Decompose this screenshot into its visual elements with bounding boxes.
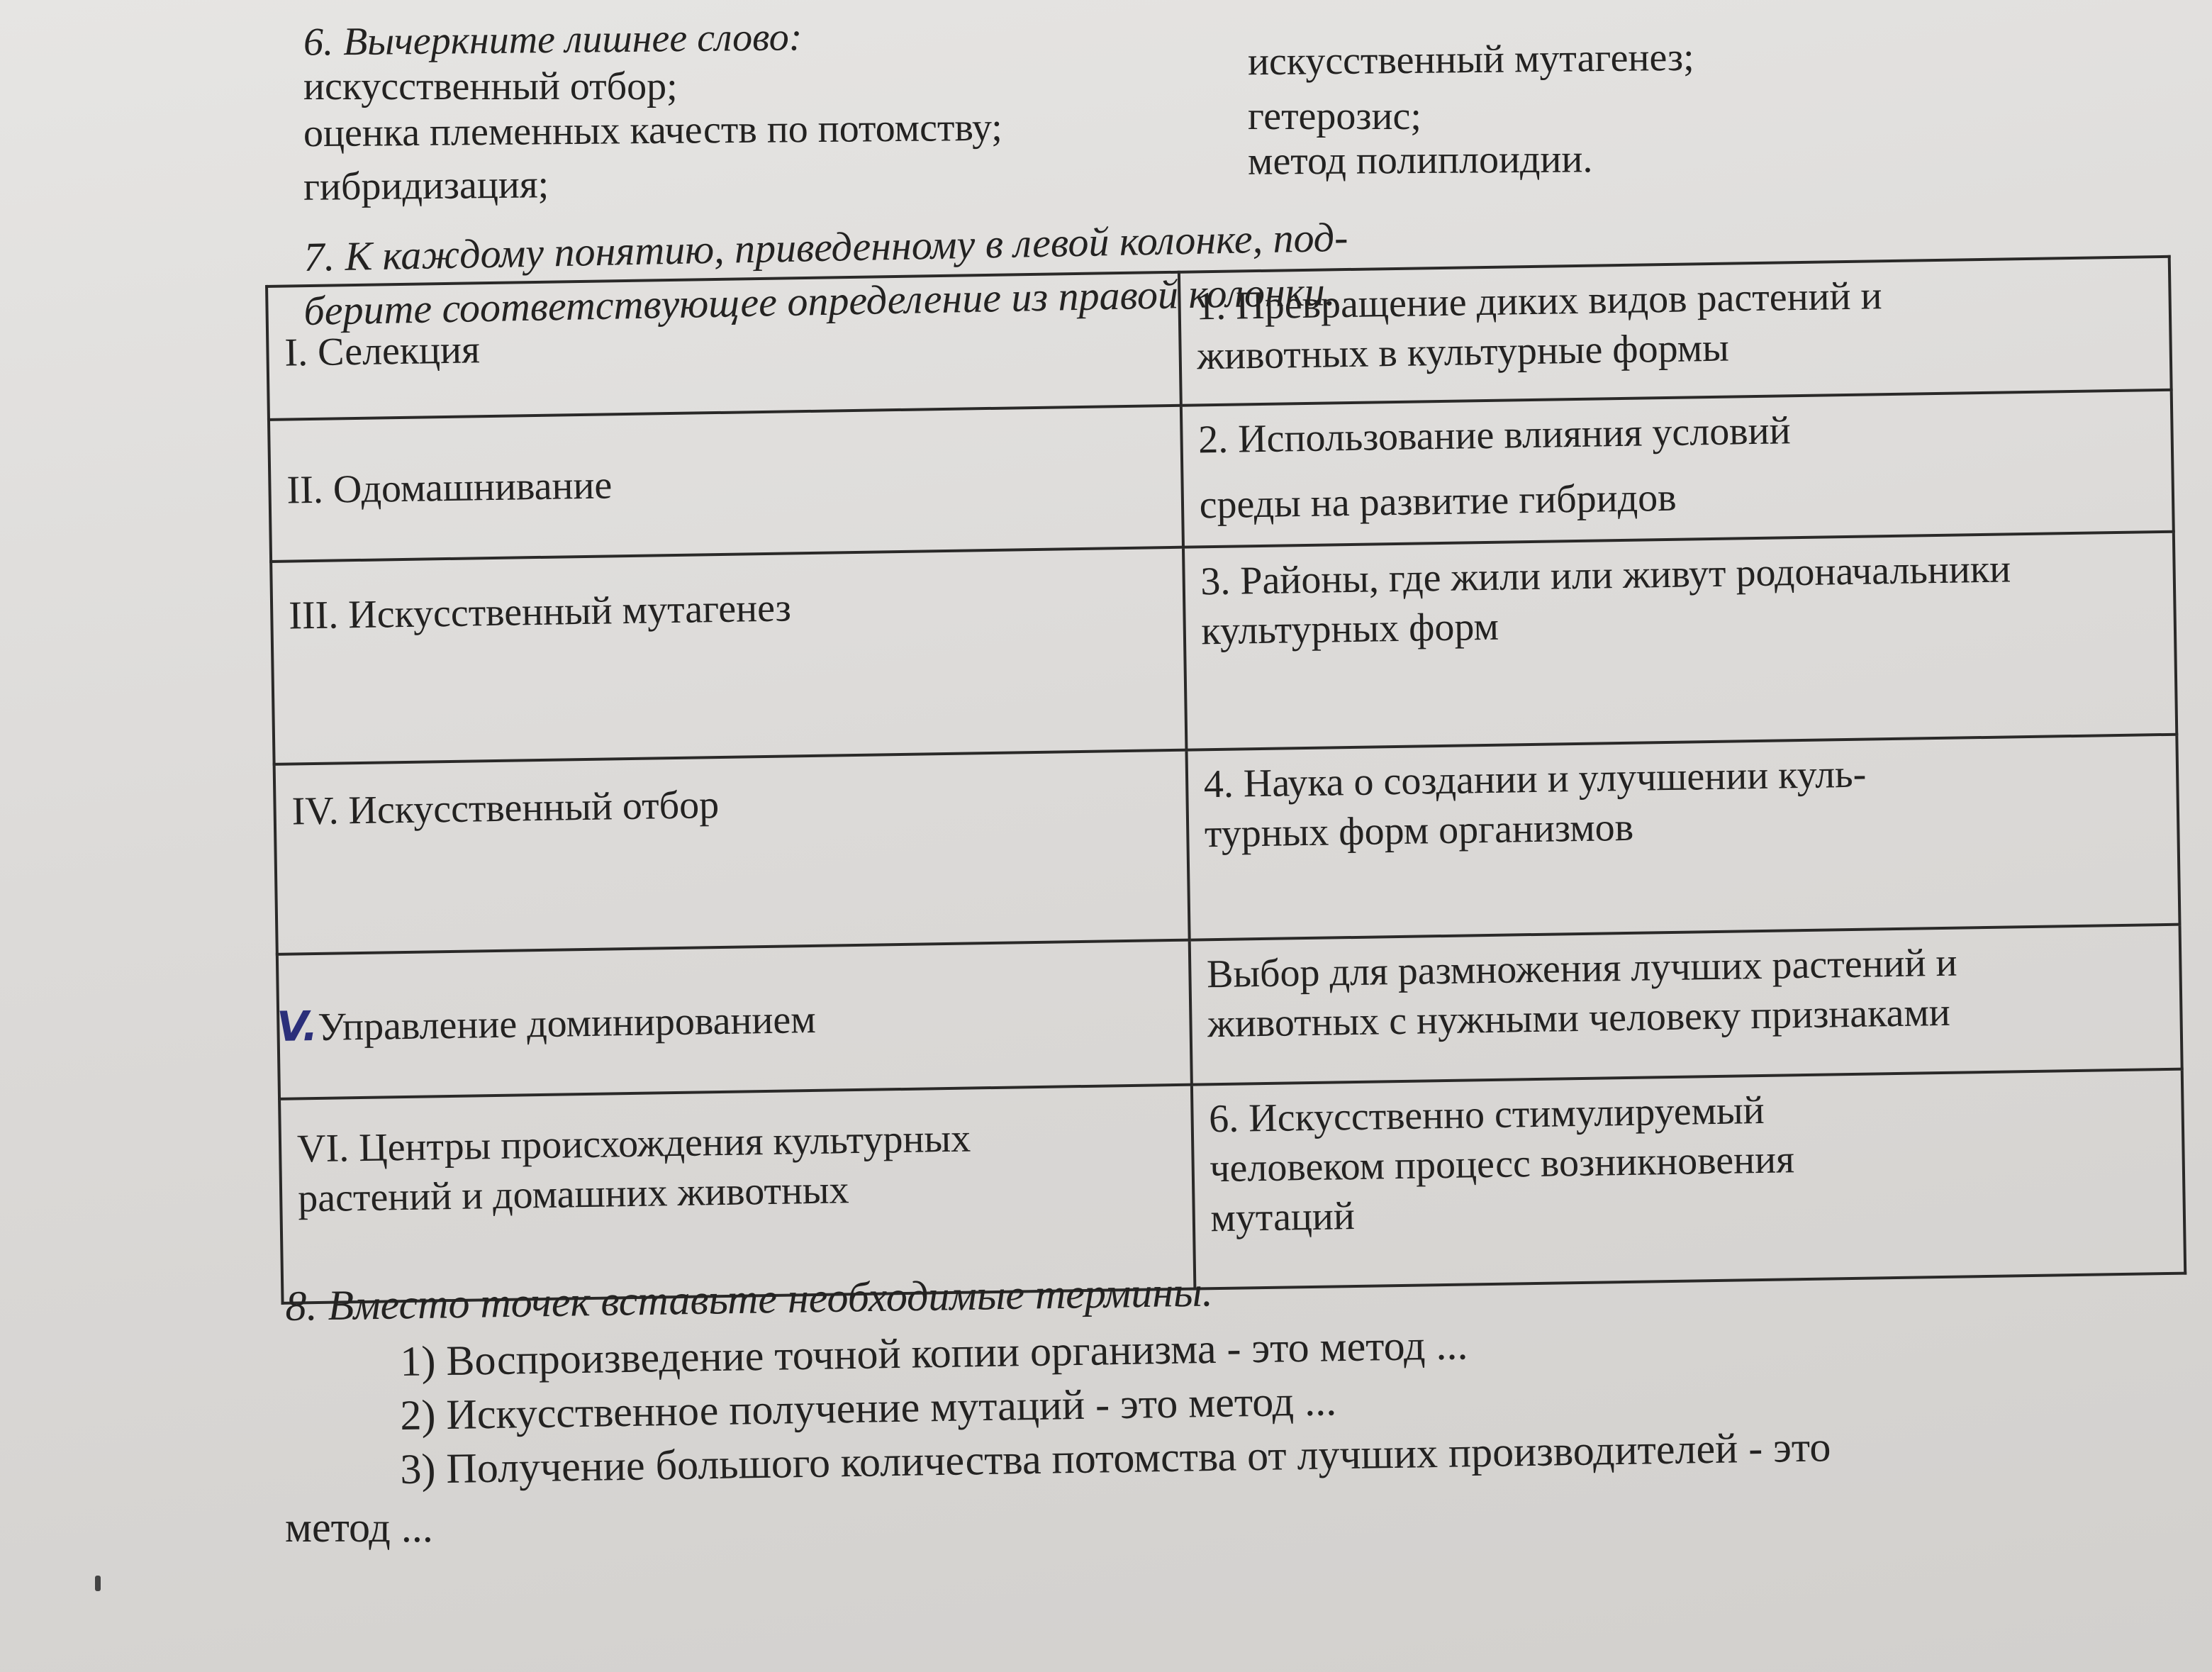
definition-line: человеком процесс возникновения — [1209, 1137, 1795, 1191]
concept-text: растений и домашних животных — [297, 1168, 849, 1221]
concept-cell — [277, 940, 1192, 1099]
definition-line: животных с нужными человеку признаками — [1207, 990, 1951, 1047]
handwritten-numeral: V. — [276, 1001, 318, 1051]
matching-table — [265, 255, 2186, 1305]
definition-cell — [1189, 925, 2182, 1085]
definition-line: культурных форм — [1200, 604, 1499, 654]
concept-cell — [267, 272, 1180, 420]
task7-title: 7. К каждому понятию, приведенному в левой колонке, под- — [303, 213, 1348, 280]
pencil-speck — [95, 1576, 101, 1591]
task8-title: 8. Вместо точек вставьте необходимые термины. — [284, 1268, 1214, 1330]
concept-text: III. Искусственный мутагенез — [288, 586, 792, 638]
definition-line: мутаций — [1210, 1194, 1356, 1241]
task6-item: гетерозис; — [1248, 94, 1421, 138]
concept-cell — [274, 750, 1190, 954]
concept-cell — [269, 406, 1183, 562]
definition-line: турных форм организмов — [1204, 805, 1634, 857]
task6-item: гибридизация; — [303, 162, 549, 209]
task8-item: 2) Искусственное получение мутаций - это метод ... — [399, 1377, 1337, 1439]
task6-item: метод полиплоидии. — [1247, 137, 1593, 184]
task6-item: оценка племенных качеств по потомству; — [303, 105, 1003, 156]
task8-item: 3) Получение большого количества потомства от лучших производителей - это — [399, 1423, 1831, 1493]
task8-item-continued: метод ... — [285, 1504, 433, 1551]
task6-item: искусственный мутагенез; — [1247, 35, 1694, 84]
table-row — [277, 925, 2182, 1099]
concept-text: VI. Центры происхождения культурных — [296, 1116, 971, 1171]
definition-line: 4. Наука о создании и улучшении куль- — [1203, 752, 1867, 807]
concept-text: Управление доминированием — [317, 997, 817, 1049]
definition-line: 6. Искусственно стимулируемый — [1208, 1088, 1765, 1142]
definition-line: животных в культурные формы — [1196, 325, 1730, 379]
definition-cell — [1186, 735, 2179, 940]
table-row — [271, 532, 2177, 764]
table-row — [279, 1069, 2185, 1303]
definition-cell — [1178, 257, 2171, 406]
definition-line: 3. Районы, где жили или живут родоначальники — [1200, 547, 2011, 604]
definition-cell — [1191, 1069, 2185, 1289]
definition-line: среды на развитие гибридов — [1199, 475, 1677, 528]
definition-line: Выбор для размножения лучших растений и — [1206, 940, 1957, 997]
definition-line: 1. Превращение диких видов растений и — [1195, 274, 1882, 329]
table-row — [274, 735, 2180, 954]
task6-item: искусственный отбор; — [303, 65, 678, 108]
task7-title: берите соответствующее определение из правой колонки. — [303, 268, 1336, 334]
definition-cell — [1183, 532, 2177, 750]
concept-text: IV. Искусственный отбор — [291, 783, 720, 834]
concept-text: I. Селекция — [284, 328, 481, 375]
task8-item: 1) Воспроизведение точной копии организма - это метод ... — [399, 1321, 1468, 1385]
concept-cell — [271, 547, 1186, 764]
task6-title: 6. Вычеркните лишнее слово: — [303, 15, 803, 65]
definition-cell — [1180, 390, 2173, 547]
definition-line: 2. Использование влияния условий — [1197, 408, 1792, 462]
concept-text: II. Одомашнивание — [286, 463, 613, 513]
